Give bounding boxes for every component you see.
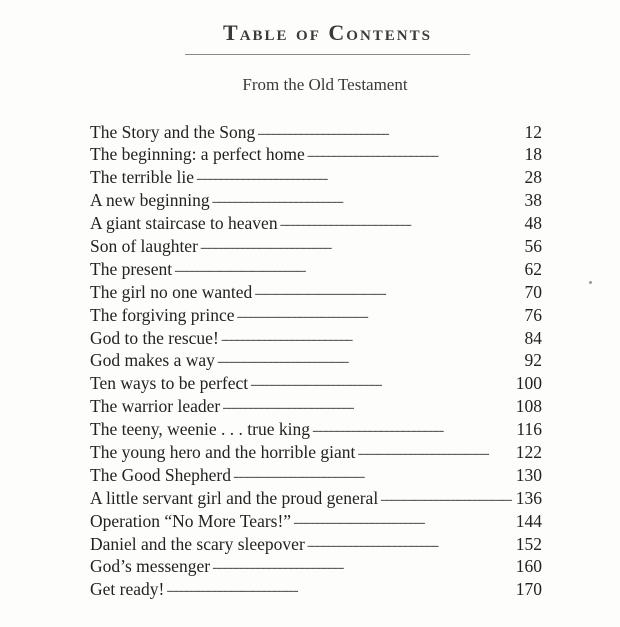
dot-leader bbox=[217, 349, 523, 367]
toc-entry-page-number: 170 bbox=[515, 579, 542, 600]
toc-entry bbox=[90, 372, 542, 395]
toc-entry-page-number: 48 bbox=[524, 213, 542, 234]
toc-entry-page-number: 130 bbox=[515, 464, 542, 485]
toc-entry-page-number: 84 bbox=[524, 327, 542, 348]
toc-entry-title: The beginning: a perfect home bbox=[90, 144, 305, 165]
toc-entry-page-number: 144 bbox=[515, 510, 542, 531]
toc-entry-title: God makes a way bbox=[90, 350, 215, 371]
toc-entry-page-number: 122 bbox=[515, 441, 542, 462]
toc-entry-title: Daniel and the scary sleepover bbox=[90, 533, 305, 554]
toc-entry bbox=[90, 440, 542, 463]
toc-entry-title: The Good Shepherd bbox=[90, 464, 231, 485]
dot-leader bbox=[166, 578, 513, 596]
toc-entry-page-number: 136 bbox=[515, 487, 542, 508]
toc-entry-title: God to the rescue! bbox=[90, 327, 219, 348]
toc-entry-page-number: 18 bbox=[524, 144, 542, 165]
toc-entry-title: God’s messenger bbox=[90, 556, 211, 577]
header bbox=[185, 18, 470, 55]
toc-entry bbox=[90, 143, 542, 166]
toc-entry-title: The teeny, weenie . . . true king bbox=[90, 419, 310, 440]
toc-entry-title: Get ready! bbox=[90, 579, 165, 600]
toc-entry-page-number: 12 bbox=[524, 121, 542, 142]
toc-entry bbox=[90, 303, 542, 326]
dot-leader bbox=[380, 486, 514, 504]
paper-speck bbox=[589, 281, 592, 284]
dot-leader bbox=[233, 463, 514, 481]
toc-entry-page-number: 160 bbox=[515, 556, 542, 577]
toc-entry-title: The Story and the Song bbox=[90, 121, 256, 142]
toc-entry bbox=[90, 166, 542, 189]
toc-entry bbox=[90, 463, 542, 486]
toc-entry bbox=[90, 486, 542, 509]
toc-entry-page-number: 70 bbox=[524, 281, 542, 302]
toc-entry bbox=[90, 418, 542, 441]
toc-entry bbox=[90, 257, 542, 280]
toc-entry-title: A new beginning bbox=[90, 190, 210, 211]
toc-entry bbox=[90, 189, 542, 212]
toc-entry-title: A giant staircase to heaven bbox=[90, 213, 278, 234]
toc-entry bbox=[90, 509, 542, 532]
dot-leader bbox=[222, 395, 514, 413]
dot-leader bbox=[250, 372, 514, 390]
toc-entry-page-number: 28 bbox=[524, 167, 542, 188]
toc-entry bbox=[90, 280, 542, 303]
section-heading: From the Old Testament bbox=[242, 75, 408, 94]
dot-leader bbox=[293, 509, 514, 527]
toc-entry bbox=[90, 326, 542, 349]
toc-entry bbox=[90, 555, 542, 578]
toc-entry bbox=[90, 120, 542, 143]
dot-leader bbox=[212, 189, 523, 207]
toc-entry bbox=[90, 212, 542, 235]
toc-entry-title: The forgiving prince bbox=[90, 304, 235, 325]
dot-leader bbox=[221, 326, 523, 344]
dot-leader bbox=[200, 234, 523, 252]
toc-entry-title: The present bbox=[90, 258, 173, 279]
dot-leader bbox=[212, 555, 514, 573]
toc-entry-title: A little servant girl and the proud general bbox=[90, 487, 379, 508]
toc-entry-page-number: 38 bbox=[524, 190, 542, 211]
toc-entry-page-number: 92 bbox=[524, 350, 542, 371]
toc-entry-title: The warrior leader bbox=[90, 396, 221, 417]
toc-entry-title: Ten ways to be perfect bbox=[90, 373, 249, 394]
toc-entry bbox=[90, 395, 542, 418]
toc-entry-page-number: 116 bbox=[516, 419, 542, 440]
toc-entry-page-number: 56 bbox=[524, 235, 542, 256]
dot-leader bbox=[257, 120, 522, 138]
toc-entry-title: The terrible lie bbox=[90, 167, 194, 188]
toc-entry-title: Son of laughter bbox=[90, 235, 198, 256]
toc-entry-title: Operation “No More Tears!” bbox=[90, 510, 292, 531]
dot-leader bbox=[280, 212, 523, 230]
toc-entry-page-number: 62 bbox=[524, 258, 542, 279]
toc-entry-page-number: 108 bbox=[515, 396, 542, 417]
toc-list bbox=[90, 120, 542, 601]
dot-leader bbox=[307, 143, 523, 161]
toc-entry-title: The young hero and the horrible giant bbox=[90, 441, 356, 462]
dot-leader bbox=[254, 280, 522, 298]
dot-leader bbox=[312, 418, 514, 436]
dot-leader bbox=[174, 257, 522, 275]
toc-entry bbox=[90, 532, 542, 555]
title-rule bbox=[185, 54, 470, 55]
toc-entry-title: The girl no one wanted bbox=[90, 281, 253, 302]
dot-leader bbox=[237, 303, 523, 321]
dot-leader bbox=[196, 166, 523, 184]
toc-entry-page-number: 100 bbox=[515, 373, 542, 394]
toc-entry-page-number: 76 bbox=[524, 304, 542, 325]
toc-entry bbox=[90, 578, 542, 601]
toc-entry-page-number: 152 bbox=[515, 533, 542, 554]
toc-entry bbox=[90, 234, 542, 257]
toc-entry bbox=[90, 349, 542, 372]
dot-leader bbox=[307, 532, 514, 550]
dot-leader bbox=[357, 440, 513, 458]
page-title: Table of Contents bbox=[223, 20, 432, 45]
